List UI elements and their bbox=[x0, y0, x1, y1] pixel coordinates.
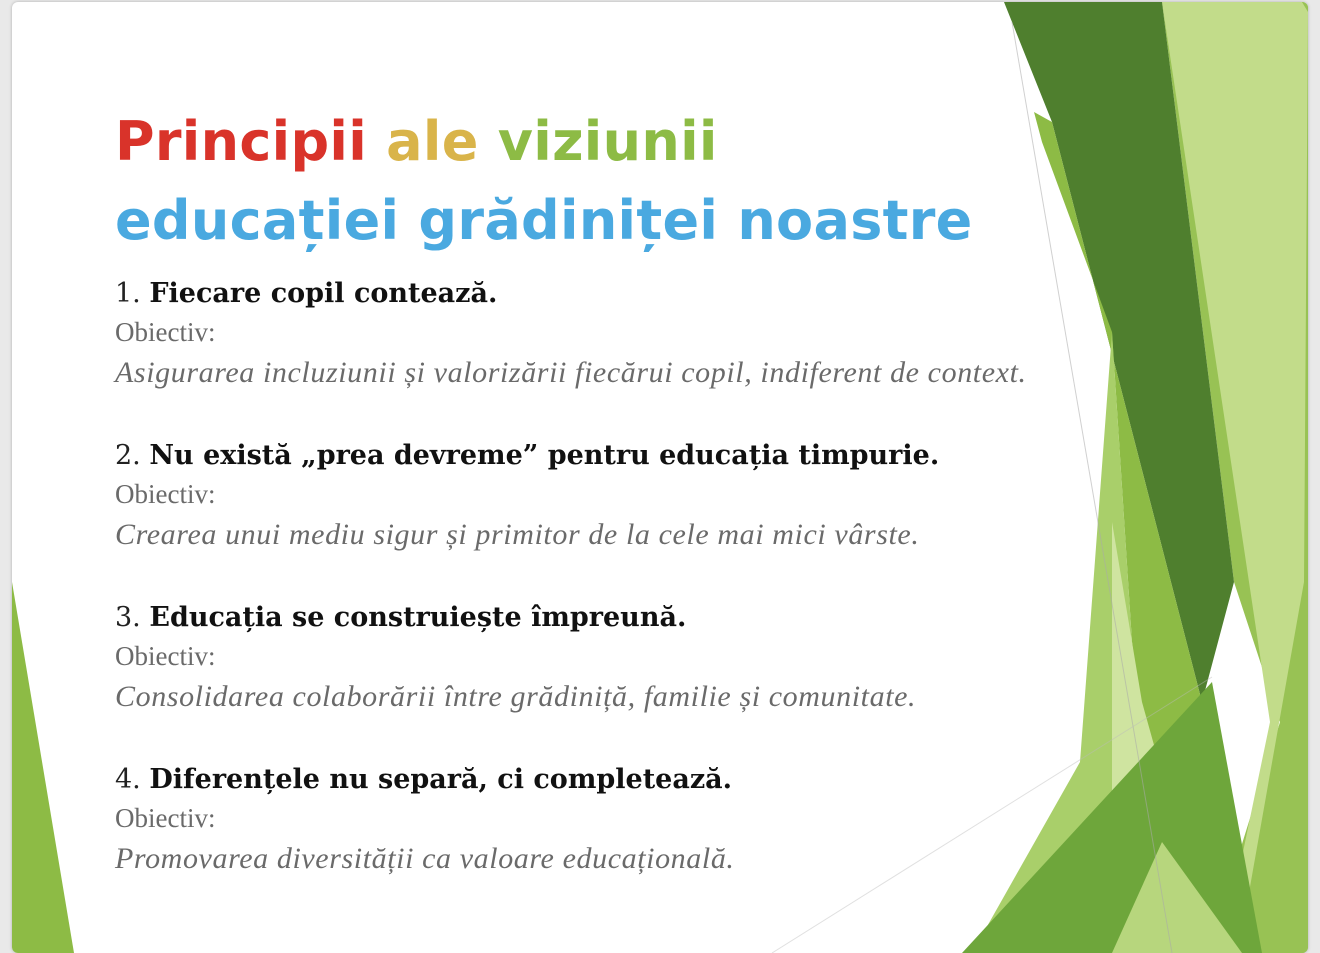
objective-text: Promovarea diversității ca valoare educațională. bbox=[115, 842, 735, 875]
principle-statement: Diferențele nu separă, ci completează. bbox=[149, 764, 733, 795]
objective-label: Obiectiv: bbox=[115, 317, 216, 347]
principle-number: 2. bbox=[115, 440, 141, 471]
left-green-wedge bbox=[12, 582, 74, 953]
principle-number: 3. bbox=[115, 602, 141, 633]
principle-item bbox=[115, 760, 1027, 922]
principles-list bbox=[115, 274, 1027, 922]
principle-number: 1. bbox=[115, 278, 141, 309]
title-line-2: educației grădiniței noastre bbox=[115, 189, 973, 252]
objective-text: Crearea unui mediu sigur și primitor de la cele mai mici vârste. bbox=[115, 518, 920, 551]
objective-text: Asigurarea incluziunii și valorizării fiecărui copil, indiferent de context. bbox=[115, 356, 1027, 389]
principle-item bbox=[115, 274, 1027, 436]
principle-item bbox=[115, 436, 1027, 598]
objective-label: Obiectiv: bbox=[115, 803, 216, 833]
principle-heading bbox=[115, 436, 1027, 476]
title-word: viziunii bbox=[497, 110, 718, 173]
principle-statement: Fiecare copil contează. bbox=[149, 278, 498, 309]
slide bbox=[12, 2, 1308, 953]
principle-heading bbox=[115, 598, 1027, 638]
principle-heading bbox=[115, 274, 1027, 314]
principle-number: 4. bbox=[115, 764, 141, 795]
principle-statement: Nu există „prea devreme” pentru educația timpurie. bbox=[149, 440, 940, 471]
principle-heading bbox=[115, 760, 1027, 800]
objective-label: Obiectiv: bbox=[115, 479, 216, 509]
slide-title bbox=[115, 102, 973, 260]
objective-text: Consolidarea colaborării între grădiniță, familie și comunitate. bbox=[115, 680, 917, 713]
principle-item bbox=[115, 598, 1027, 760]
objective-label: Obiectiv: bbox=[115, 641, 216, 671]
title-word: Principii bbox=[115, 110, 368, 173]
principle-statement: Educația se construiește împreună. bbox=[149, 602, 687, 633]
title-word: ale bbox=[386, 110, 479, 173]
